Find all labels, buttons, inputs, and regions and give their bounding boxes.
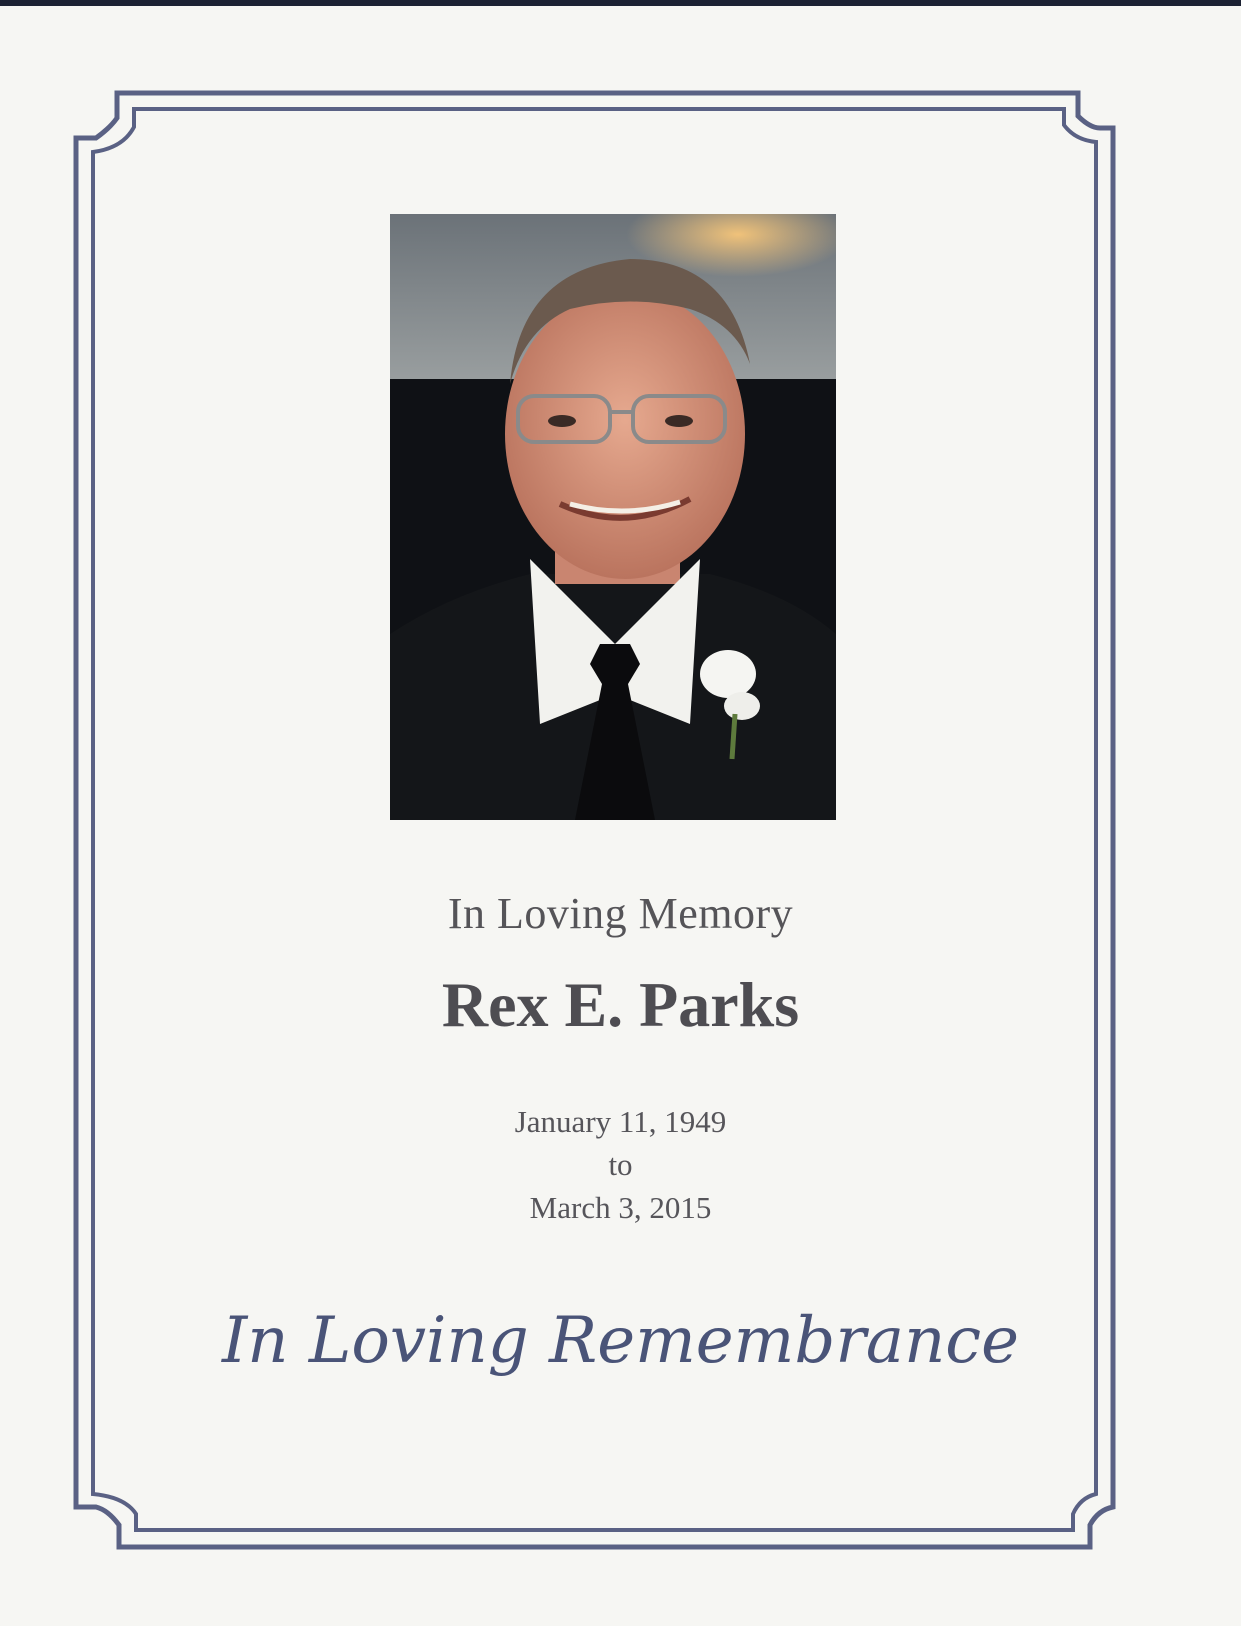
birth-date: January 11, 1949	[514, 1104, 727, 1139]
closing-script-title: In Loving Remembrance	[222, 1304, 1019, 1378]
deceased-name: Rex E. Parks	[441, 969, 800, 1040]
portrait-photo	[390, 214, 836, 820]
death-date: March 3, 2015	[529, 1190, 712, 1225]
life-dates	[0, 1100, 1241, 1229]
memory-heading: In Loving Memory	[447, 889, 794, 938]
date-separator: to	[608, 1147, 633, 1182]
